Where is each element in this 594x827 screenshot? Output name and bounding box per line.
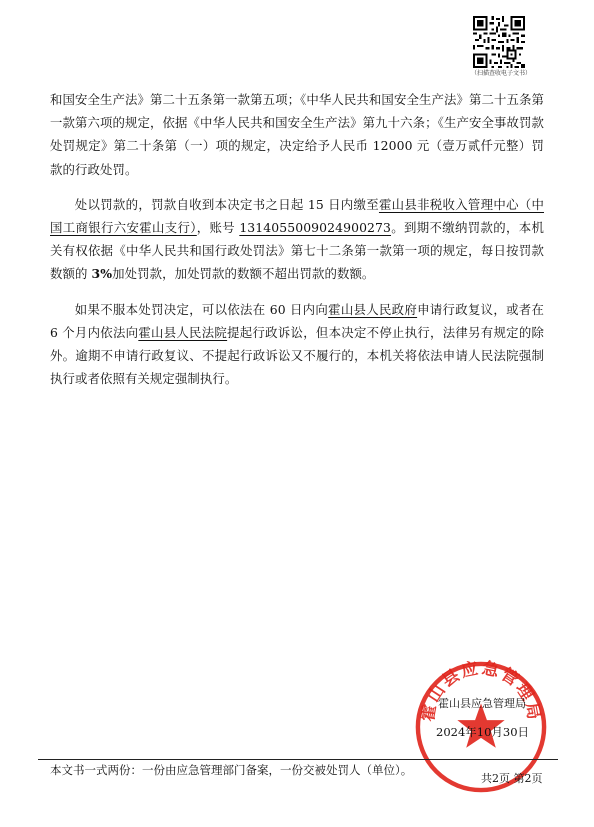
page-number: 共2页 第2页: [481, 772, 543, 785]
payee-name: 霍山县非税收入管理中心（中国工商银行六安霍山支行）: [50, 196, 544, 236]
appeal-text-3: 提起行政诉讼，但本决定不停止执行，法律另有规定的除外。逾期不申请行政复议、不提起行政诉讼又不履行的，本机关将依法申请人民法院强制执行或者依照有关规定强制执行。: [50, 324, 545, 387]
payment-text-4: 加处罚款，加处罚款的数额不超出罚款的数额。: [112, 266, 375, 282]
late-fee-percent: 3%: [91, 266, 113, 282]
appeal-text-2: 申请行政复议，或者在 6 个月内依法向: [50, 301, 545, 340]
legal-basis-text: 和国安全生产法》第二十五条第一款第五项；《中华人民共和国安全生产法》第二十五条第一款第六项的规定，依据《中华人民共和国安全生产法》第九十六条；《生产安全事故罚款处罚规定》第二十条第（一）项的规定，决定给予人民币 12000 元（壹万贰仟元整）罚款的行政处罚。: [50, 92, 544, 177]
footer-note: 本文书一式两份：一份由应急管理部门备案，一份交被处罚人（单位）。: [50, 763, 413, 777]
payment-text-3: 。到期不缴纳罚款的，本机关有权依据《中华人民共和国行政处罚法》第七十二条第一款第一项的规定，每日按罚款数额的: [50, 220, 544, 282]
paragraph-payment: [50, 193, 544, 286]
account-number: 1314055009024900273: [239, 220, 392, 236]
payment-text-2: ，账号: [196, 220, 240, 236]
qr-caption: （扫描查收电子文书）: [470, 70, 531, 77]
paragraph-appeal: [50, 298, 544, 391]
issue-date: 2024年10月30日: [436, 725, 530, 739]
court-name: 霍山县人民法院: [138, 324, 228, 340]
svg-text:霍山县应急管理局: 霍山县应急管理局: [417, 658, 545, 723]
qr-code-icon[interactable]: [473, 16, 525, 68]
review-authority: 霍山县人民政府: [328, 301, 418, 317]
payment-text-1: 处以罚款的，罚款自收到本决定书之日起 15 日内缴至: [74, 196, 379, 212]
paragraph-legal-basis: [50, 88, 544, 181]
document-body: [50, 88, 544, 390]
issuer-name: 霍山县应急管理局: [438, 697, 526, 710]
appeal-text-1: 如果不服本处罚决定，可以依法在 60 日内向: [74, 301, 329, 317]
footer-divider: [38, 759, 558, 760]
